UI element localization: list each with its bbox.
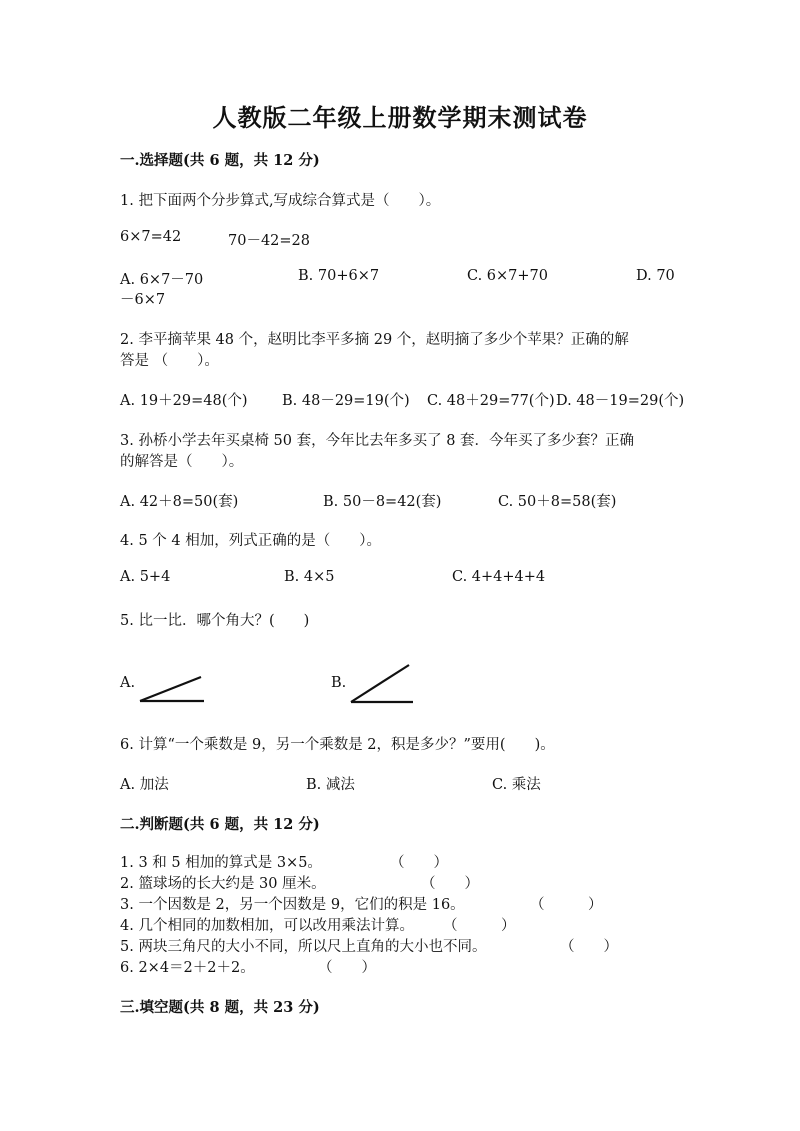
- question-4-option-a: A. 5+4: [120, 569, 171, 585]
- judge-item-6-text: 6. 2×4＝2＋2＋2。: [120, 960, 255, 976]
- judge-item-4-blank: （ ）: [443, 918, 516, 934]
- question-2-option-c: C. 48＋29=77(个): [427, 393, 555, 409]
- question-1-option-b: B. 70+6×7: [298, 268, 380, 284]
- judge-item-5-text: 5. 两块三角尺的大小不同，所以尺上直角的大小也不同。: [120, 939, 487, 955]
- question-4-stem: 4. 5 个 4 相加，列式正确的是（ ）。: [120, 533, 381, 549]
- judge-item-1-text: 1. 3 和 5 相加的算式是 3×5。: [120, 855, 322, 871]
- angle-b-figure: [349, 662, 415, 706]
- question-1-option-d: D. 70: [636, 268, 675, 284]
- question-2-stem-line-1: 2. 李平摘苹果 48 个，赵明比李平多摘 29 个，赵明摘了多少个苹果？正确的解: [120, 332, 629, 348]
- question-6-stem: 6. 计算“一个乘数是 9，另一个乘数是 2，积是多少？”要用( )。: [120, 737, 555, 753]
- question-1-equation-1: 6×7=42: [120, 229, 182, 245]
- question-3-option-b: B. 50－8=42(套): [323, 494, 442, 510]
- question-2-stem-line-2: 答是 （ ）。: [120, 353, 219, 369]
- question-5-stem: 5. 比一比．哪个角大？( ): [120, 613, 310, 629]
- question-2-option-d: D. 48－19=29(个): [556, 393, 685, 409]
- question-2-option-b: B. 48－29=19(个): [282, 393, 410, 409]
- judge-item-2-text: 2. 篮球场的长大约是 30 厘米。: [120, 876, 326, 892]
- question-3-option-a: A. 42＋8=50(套): [120, 494, 239, 510]
- question-2-option-a: A. 19＋29=48(个): [120, 393, 248, 409]
- angle-a-figure: [138, 672, 208, 706]
- question-6-option-a: A. 加法: [120, 777, 169, 793]
- question-6-option-b: B. 减法: [306, 777, 355, 793]
- section-heading-choice: 一.选择题(共 6 题，共 12 分): [120, 152, 320, 169]
- page-title: 人教版二年级上册数学期末测试卷: [212, 103, 588, 132]
- question-5-option-a: A.: [120, 675, 136, 691]
- question-3-stem-line-2: 的解答是（ ）。: [120, 454, 244, 470]
- judge-item-2-blank: （ ）: [421, 876, 479, 892]
- section-heading-fill-blank: 三.填空题(共 8 题，共 23 分): [120, 999, 320, 1016]
- question-6-option-c: C. 乘法: [492, 777, 541, 793]
- question-4-option-c: C. 4+4+4+4: [452, 569, 546, 585]
- question-1-stem: 1. 把下面两个分步算式,写成综合算式是（ ）。: [120, 193, 441, 209]
- question-3-option-c: C. 50＋8=58(套): [498, 494, 617, 510]
- judge-item-4-text: 4. 几个相同的加数相加，可以改用乘法计算。: [120, 918, 414, 934]
- question-5-option-b: B.: [331, 675, 347, 691]
- question-1-option-c: C. 6×7+70: [467, 268, 548, 284]
- judge-item-3-text: 3. 一个因数是 2，另一个因数是 9，它们的积是 16。: [120, 897, 465, 913]
- judge-item-6-blank: （ ）: [318, 960, 376, 976]
- judge-item-3-blank: （ ）: [530, 897, 603, 913]
- section-heading-judge: 二.判断题(共 6 题，共 12 分): [120, 816, 320, 833]
- question-1-option-a: A. 6×7－70: [120, 272, 204, 288]
- question-4-option-b: B. 4×5: [284, 569, 335, 585]
- question-1-option-d-continued: －6×7: [120, 292, 166, 308]
- question-1-equation-2: 70－42=28: [228, 233, 311, 249]
- question-3-stem-line-1: 3. 孙桥小学去年买桌椅 50 套，今年比去年多买了 8 套．今年买了多少套？正确: [120, 433, 635, 449]
- judge-item-1-blank: （ ）: [390, 855, 448, 871]
- judge-item-5-blank: （ ）: [560, 939, 618, 955]
